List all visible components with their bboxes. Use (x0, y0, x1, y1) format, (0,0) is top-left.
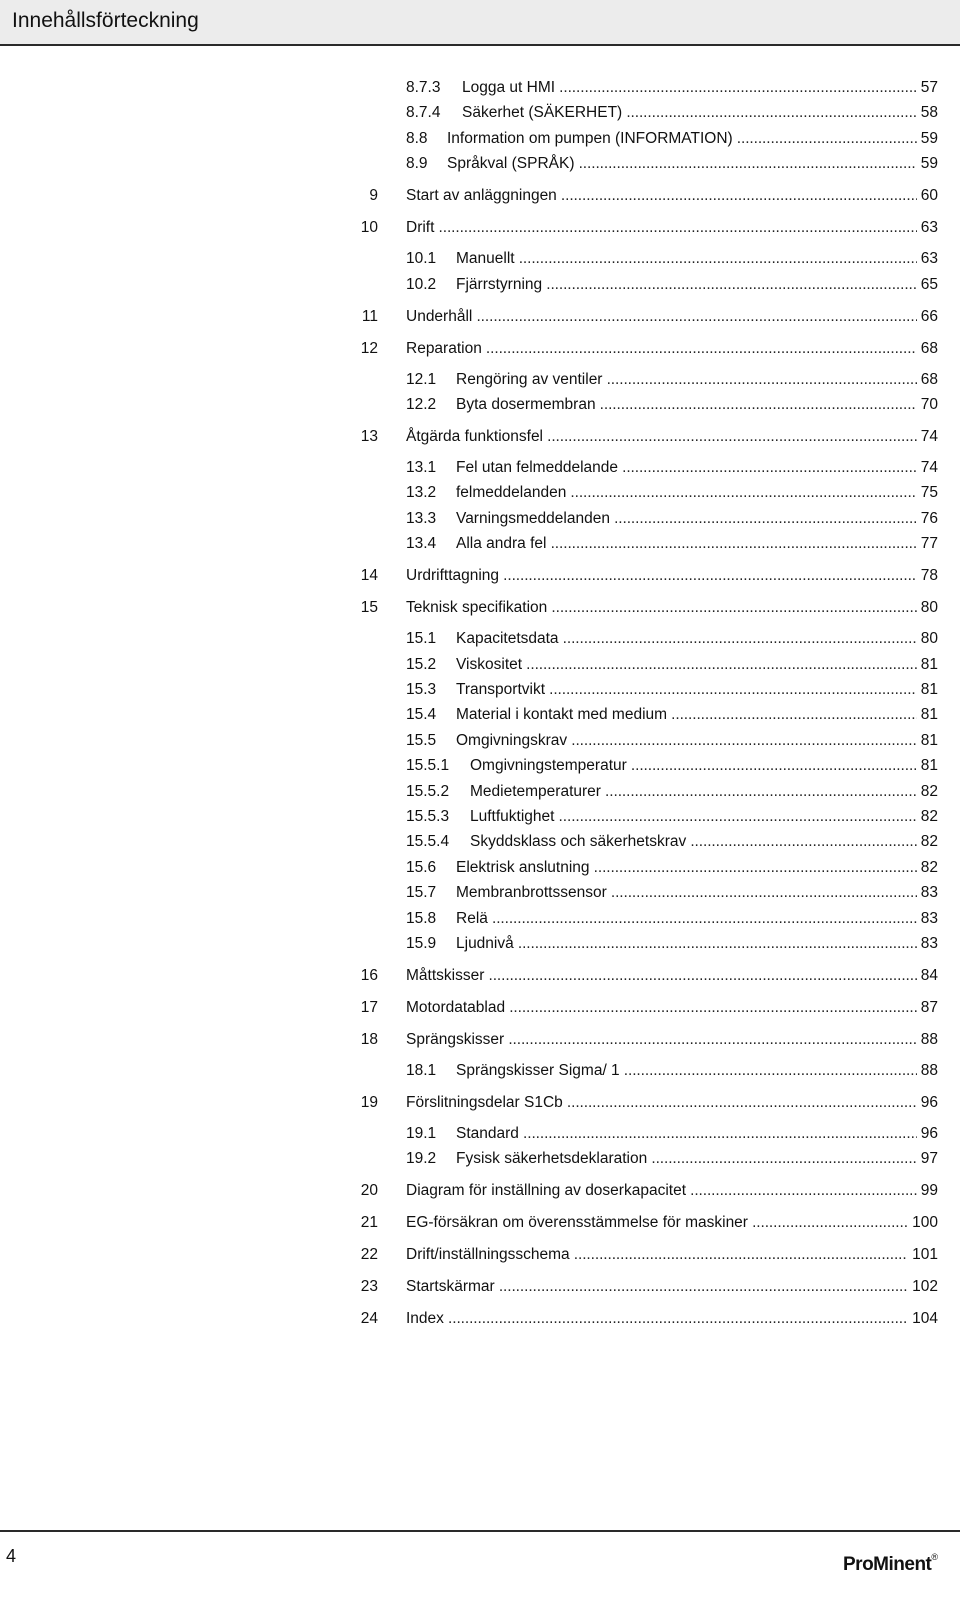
toc-page-number: 102 (908, 1276, 938, 1298)
toc-entry[interactable] (456, 1148, 938, 1170)
toc-dot-leader (456, 248, 917, 270)
toc-dot-leader (456, 704, 917, 726)
toc-dot-leader (406, 426, 917, 448)
toc-entry-title: Rengöring av ventiler (456, 370, 603, 388)
toc-entry[interactable] (470, 806, 938, 828)
toc-dot-leader (406, 965, 917, 987)
toc-entry[interactable] (406, 1180, 938, 1202)
toc-section-number: 13.1 (406, 459, 437, 476)
toc-entry-title: felmeddelanden (456, 484, 567, 502)
toc-entry[interactable] (406, 1092, 938, 1114)
toc-entry[interactable] (447, 153, 938, 175)
toc-entry[interactable] (462, 102, 938, 124)
toc-chapter-number: 13 (360, 428, 378, 445)
toc-dot-leader (456, 908, 917, 930)
toc-chapter-number: 12 (360, 339, 378, 357)
toc-dot-leader (470, 781, 917, 803)
toc-dot-leader (456, 1123, 917, 1145)
toc-dot-leader (456, 1148, 917, 1170)
toc-entry-title: Index (406, 1310, 444, 1328)
toc-page-number: 87 (917, 997, 938, 1019)
toc-dot-leader (406, 597, 917, 619)
toc-dot-leader (406, 997, 917, 1019)
toc-entry[interactable] (456, 482, 938, 504)
toc-entry-title: EG-försäkran om överensstämmelse för maskiner (406, 1214, 748, 1232)
toc-dot-leader (406, 1212, 908, 1234)
toc-section-number: 10.1 (406, 250, 437, 268)
toc-entry-title: Alla andra fel (456, 535, 547, 553)
toc-section-number: 13.4 (406, 535, 437, 553)
toc-entry-title: Sprängskisser Sigma/ 1 (456, 1062, 620, 1079)
toc-entry[interactable] (406, 1308, 938, 1330)
toc-dot-leader (456, 1060, 917, 1082)
toc-page-number: 65 (917, 274, 938, 296)
toc-entry[interactable] (456, 654, 938, 676)
toc-entry-title: Elektrisk anslutning (456, 858, 590, 876)
toc-dot-leader (470, 755, 917, 777)
toc-dot-leader (447, 153, 917, 175)
header-bar (0, 0, 960, 46)
toc-section-number: 12.1 (406, 370, 437, 388)
toc-chapter-number: 23 (360, 1278, 378, 1296)
toc-section-number: 13.2 (406, 484, 437, 502)
toc-page-number: 97 (917, 1148, 938, 1170)
toc-section-number: 8.9 (406, 155, 428, 173)
toc-entry-title: Språkval (SPRÅK) (447, 155, 575, 173)
toc-section-number: 10.2 (406, 275, 437, 293)
toc-page-number: 83 (917, 933, 938, 955)
toc-entry-title: Membranbrottssensor (456, 884, 607, 902)
toc-entry-title: Information om pumpen (INFORMATION) (447, 129, 733, 147)
toc-chapter-number: 21 (360, 1214, 378, 1232)
toc-dot-leader (456, 654, 917, 676)
toc-entry-title: Transportvikt (456, 681, 546, 698)
toc-entry[interactable] (406, 1244, 938, 1266)
toc-section-number: 15.5.3 (406, 808, 450, 825)
toc-entry[interactable] (456, 1060, 938, 1082)
toc-entry-title: Sprängskisser (406, 1031, 505, 1048)
toc-dot-leader (406, 1029, 917, 1051)
toc-entry[interactable] (406, 306, 938, 328)
toc-section-number: 15.4 (406, 706, 437, 724)
toc-entry[interactable] (456, 679, 938, 701)
toc-page-number: 82 (917, 781, 938, 803)
toc-entry[interactable] (456, 730, 938, 752)
toc-dot-leader (456, 394, 917, 416)
toc-section-number: 8.7.4 (406, 104, 441, 122)
toc-entry-title: Material i kontakt med medium (456, 706, 668, 724)
toc-section-number: 12.2 (406, 396, 437, 413)
toc-entry[interactable] (406, 965, 938, 987)
toc-page-number: 63 (917, 217, 938, 239)
toc-page-number: 83 (917, 908, 938, 930)
toc-entry[interactable] (406, 565, 938, 587)
toc-page-number: 80 (917, 628, 938, 650)
toc-page-number: 78 (917, 565, 938, 587)
toc-entry-title: Omgivningskrav (456, 731, 568, 749)
toc-dot-leader (462, 102, 917, 124)
toc-entry-title: Drift (406, 219, 435, 237)
toc-section-number: 15.3 (406, 681, 437, 698)
toc-entry[interactable] (447, 128, 938, 150)
toc-section-number: 15.1 (406, 630, 437, 648)
toc-page-number: 88 (917, 1029, 938, 1051)
toc-chapter-number: 20 (360, 1182, 378, 1200)
toc-page-number: 59 (917, 153, 938, 175)
toc-chapter-number: 18 (360, 1031, 378, 1048)
toc-dot-leader (456, 369, 917, 391)
toc-dot-leader (406, 1092, 917, 1114)
toc-entry[interactable] (406, 997, 938, 1019)
toc-entry[interactable] (406, 217, 938, 239)
toc-entry[interactable] (456, 274, 938, 296)
toc-entry-title: Fjärrstyrning (456, 275, 543, 293)
toc-section-number: 19.1 (406, 1125, 437, 1142)
toc-page-number: 82 (917, 857, 938, 879)
toc-dot-leader (462, 77, 917, 99)
toc-entry[interactable] (456, 457, 938, 479)
toc-chapter-number: 9 (369, 187, 378, 205)
toc-entry[interactable] (456, 704, 938, 726)
toc-page-number: 104 (908, 1308, 938, 1330)
toc-dot-leader (406, 1244, 908, 1266)
toc-entry-title: Startskärmar (406, 1278, 495, 1296)
toc-page-number: 82 (917, 831, 938, 853)
toc-dot-leader (406, 217, 917, 239)
toc-page-number: 77 (917, 533, 938, 555)
toc-dot-leader (470, 806, 917, 828)
toc-entry[interactable] (470, 755, 938, 777)
toc-section-number: 15.5 (406, 731, 437, 749)
toc-entry-title: Diagram för inställning av doserkapacitet (406, 1182, 686, 1200)
toc-page-number: 63 (917, 248, 938, 270)
toc-section-number: 15.6 (406, 858, 437, 876)
toc-entry[interactable] (456, 394, 938, 416)
toc-entry-title: Standard (456, 1125, 519, 1142)
toc-page-number: 66 (917, 306, 938, 328)
toc-dot-leader (456, 508, 917, 530)
toc-entry-title: Underhåll (406, 307, 473, 325)
page-title: Innehållsförteckning (12, 9, 199, 32)
toc-entry-title: Manuellt (456, 250, 515, 268)
toc-dot-leader (406, 1180, 917, 1202)
toc-page-number: 100 (908, 1212, 938, 1234)
toc-entry-title: Omgivningstemperatur (470, 757, 627, 775)
toc-entry[interactable] (456, 628, 938, 650)
toc-chapter-number: 11 (361, 307, 378, 325)
toc-entry[interactable] (406, 1029, 938, 1051)
toc-page-number: 70 (917, 394, 938, 416)
toc-page-number: 81 (917, 730, 938, 752)
toc-entry[interactable] (406, 338, 938, 360)
toc-entry-title: Start av anläggningen (406, 187, 557, 205)
toc-dot-leader (456, 679, 917, 701)
toc-section-number: 15.2 (406, 655, 437, 673)
toc-section-number: 15.9 (406, 935, 437, 952)
toc-section-number: 15.5.2 (406, 782, 450, 800)
footer-page-number: 4 (6, 1546, 17, 1566)
toc-page-number: 81 (917, 704, 938, 726)
toc-section-number: 13.3 (406, 509, 437, 527)
toc-page-number: 88 (917, 1060, 938, 1082)
toc-entry[interactable] (406, 185, 938, 207)
toc-page-number: 57 (917, 77, 938, 99)
toc-chapter-number: 24 (360, 1310, 378, 1328)
toc-entry[interactable] (456, 533, 938, 555)
toc-entry[interactable] (456, 882, 938, 904)
toc-entry-title: Förslitningsdelar S1Cb (406, 1094, 563, 1111)
toc-dot-leader (456, 628, 917, 650)
toc-entry[interactable] (406, 1212, 938, 1234)
toc-entry-title: Urdrifttagning (406, 567, 500, 585)
toc-entry-title: Teknisk specifikation (406, 599, 548, 617)
toc-page-number: 99 (917, 1180, 938, 1202)
toc-dot-leader (456, 857, 917, 879)
toc-page-number: 81 (917, 654, 938, 676)
toc-entry-title: Viskositet (456, 655, 523, 673)
footer-divider (0, 1530, 960, 1532)
toc-entry[interactable] (456, 508, 938, 530)
toc-entry-title: Fysisk säkerhetsdeklaration (456, 1150, 648, 1168)
toc-dot-leader (456, 482, 917, 504)
toc-entry-title: Luftfuktighet (470, 808, 555, 825)
toc-dot-leader (406, 338, 917, 360)
toc-entry-title: Kapacitetsdata (456, 630, 559, 648)
toc-entry-title: Skyddsklass och säkerhetskrav (470, 833, 687, 851)
toc-section-number: 15.5.4 (406, 833, 450, 851)
toc-page-number: 81 (917, 679, 938, 701)
toc-entry-title: Säkerhet (SÄKERHET) (462, 104, 623, 122)
toc-page-number: 83 (917, 882, 938, 904)
toc-page-number: 68 (917, 338, 938, 360)
toc-entry-title: Reparation (406, 339, 482, 357)
toc-chapter-number: 10 (360, 219, 378, 237)
toc-entry[interactable] (456, 369, 938, 391)
toc-page-number: 84 (917, 965, 938, 987)
toc-page-number: 74 (917, 457, 938, 479)
toc-section-number: 19.2 (406, 1150, 437, 1168)
toc-entry[interactable] (456, 248, 938, 270)
toc-entry[interactable] (406, 1276, 938, 1298)
toc-dot-leader (456, 533, 917, 555)
toc-entry-title: Medietemperaturer (470, 782, 601, 800)
toc-section-number: 15.7 (406, 884, 437, 902)
toc-chapter-number: 15 (360, 599, 378, 617)
toc-entry-title: Måttskisser (406, 967, 485, 984)
toc-dot-leader (406, 1308, 908, 1330)
toc-dot-leader (456, 274, 917, 296)
toc-page-number: 96 (917, 1092, 938, 1114)
toc-entry[interactable] (462, 77, 938, 99)
toc-dot-leader (406, 306, 917, 328)
toc-entry[interactable] (456, 933, 938, 955)
toc-chapter-number: 19 (360, 1094, 378, 1111)
toc-entry-title: Ljudnivå (456, 935, 514, 952)
toc-dot-leader (406, 565, 917, 587)
toc-page-number: 60 (917, 185, 938, 207)
toc-entry-title: Fel utan felmeddelande (456, 459, 619, 476)
toc-entry[interactable] (456, 857, 938, 879)
toc-section-number: 18.1 (406, 1062, 437, 1079)
toc-dot-leader (470, 831, 917, 853)
toc-dot-leader (456, 933, 917, 955)
toc-chapter-number: 17 (360, 999, 378, 1016)
toc-dot-leader (456, 730, 917, 752)
toc-entry-title: Varningsmeddelanden (456, 509, 610, 527)
toc-page-number: 96 (917, 1123, 938, 1145)
toc-section-number: 15.8 (406, 909, 437, 927)
prominent-logo: ProMinent® (843, 1552, 938, 1575)
toc-entry-title: Logga ut HMI (462, 79, 556, 96)
toc-dot-leader (406, 185, 917, 207)
toc-entry[interactable] (456, 1123, 938, 1145)
toc-page-number: 82 (917, 806, 938, 828)
toc-entry[interactable] (406, 597, 938, 619)
toc-entry-title: Åtgärda funktionsfel (406, 428, 544, 445)
toc-page-number: 81 (917, 755, 938, 777)
toc-entry-title: Drift/inställningsschema (406, 1246, 570, 1264)
toc-entry-title: Byta dosermembran (456, 396, 596, 413)
toc-chapter-number: 22 (360, 1246, 378, 1264)
toc-page-number: 80 (917, 597, 938, 619)
toc-page-number: 75 (917, 482, 938, 504)
toc-entry[interactable] (470, 831, 938, 853)
toc-page-number: 68 (917, 369, 938, 391)
toc-chapter-number: 14 (360, 567, 378, 585)
toc-section-number: 8.8 (406, 129, 428, 147)
toc-page-number: 101 (908, 1244, 938, 1266)
toc-chapter-number: 16 (360, 967, 378, 984)
toc-section-number: 8.7.3 (406, 79, 441, 96)
toc-dot-leader (456, 457, 917, 479)
toc-dot-leader (447, 128, 917, 150)
toc-entry[interactable] (470, 781, 938, 803)
toc-entry-title: Motordatablad (406, 999, 506, 1016)
toc-section-number: 15.5.1 (406, 757, 450, 775)
toc-entry-title: Relä (456, 909, 488, 927)
toc-entry[interactable] (456, 908, 938, 930)
toc-page-number: 74 (917, 426, 938, 448)
toc-entry[interactable] (406, 426, 938, 448)
toc-dot-leader (456, 882, 917, 904)
toc-page-number: 59 (917, 128, 938, 150)
toc-page-number: 58 (917, 102, 938, 124)
toc-dot-leader (406, 1276, 908, 1298)
toc-page-number: 76 (917, 508, 938, 530)
